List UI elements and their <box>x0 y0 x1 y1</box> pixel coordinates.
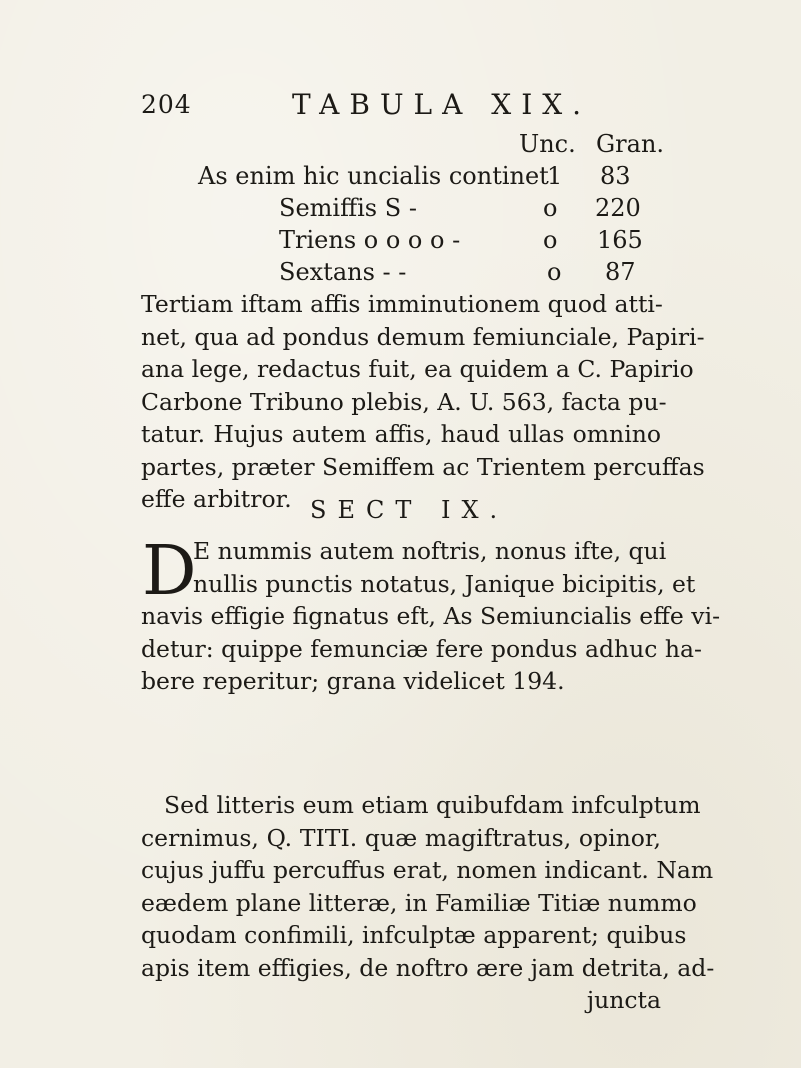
weight-table <box>0 0 801 300</box>
table-cell-gran: 83 <box>600 162 631 190</box>
text-line: navis effigie fignatus eft, As Semiuncialis effe vi- <box>141 602 721 630</box>
text-line: E nummis autem noftris, nonus ifte, qui <box>193 537 667 565</box>
text-line: detur: quippe femunciæ fere pondus adhuc ha- <box>141 634 702 663</box>
text-line: ana lege, redactus fuit, ea quidem a C. Papirio <box>141 355 694 383</box>
text-line: Tertiam iftam affis imminutionem quod atti- <box>141 290 663 318</box>
text-line: cujus juffu percuffus erat, nomen indicant. Nam <box>141 856 714 884</box>
paragraph-2 <box>141 532 721 698</box>
text-line: eædem plane litteræ, in Familiæ Titiæ nummo <box>141 888 697 917</box>
table-cell-unc: 1 <box>547 162 563 190</box>
text-line: Carbone Tribuno plebis, A. U. 563, facta pu- <box>141 387 667 416</box>
column-header-gran: Gran. <box>596 130 665 158</box>
table-cell-unc: o <box>547 258 562 286</box>
text-line: bere reperitur; grana videlicet 194. <box>141 667 565 695</box>
text-line: Sed litteris eum etiam quibufdam infculptum <box>164 791 701 819</box>
section-title: SECT IX. <box>310 496 509 524</box>
table-cell-gran: 220 <box>595 194 641 222</box>
table-lead-in: As enim hic uncialis continet <box>198 162 549 190</box>
catchword: juncta <box>586 986 661 1014</box>
text-line: tatur. Hujus autem affis, haud ullas omnino <box>141 420 661 448</box>
text-line: partes, præter Semiffem ac Trientem percuffas <box>141 452 705 481</box>
table-row-label: Semiffis S - <box>279 194 417 222</box>
page-number: 204 <box>141 90 192 119</box>
table-row-label: Sextans - - <box>279 258 407 286</box>
table-cell-unc: o <box>543 194 558 222</box>
table-row-label: Triens o o o o - <box>279 226 461 254</box>
column-header-unc: Unc. <box>519 130 576 158</box>
table-cell-gran: 165 <box>597 226 643 254</box>
paragraph-3 <box>141 789 715 1017</box>
text-line: cernimus, Q. TITI. quæ magiftratus, opinor, <box>141 823 661 852</box>
table-cell-unc: o <box>543 226 558 254</box>
text-line: net, qua ad pondus demum femiunciale, Papiri- <box>141 322 705 351</box>
paragraph-1 <box>141 288 705 516</box>
text-line: effe arbitror. <box>141 485 292 513</box>
text-line: quodam confimili, infculptæ apparent; quibus <box>141 921 687 949</box>
table-cell-gran: 87 <box>605 258 636 286</box>
text-line: apis item effigies, de noftro ære jam detrita, ad- <box>141 953 715 982</box>
drop-cap: D <box>142 532 197 611</box>
running-head: TABULA XIX. <box>292 88 592 121</box>
text-line: nullis punctis notatus, Janique bicipitis, et <box>193 569 696 598</box>
